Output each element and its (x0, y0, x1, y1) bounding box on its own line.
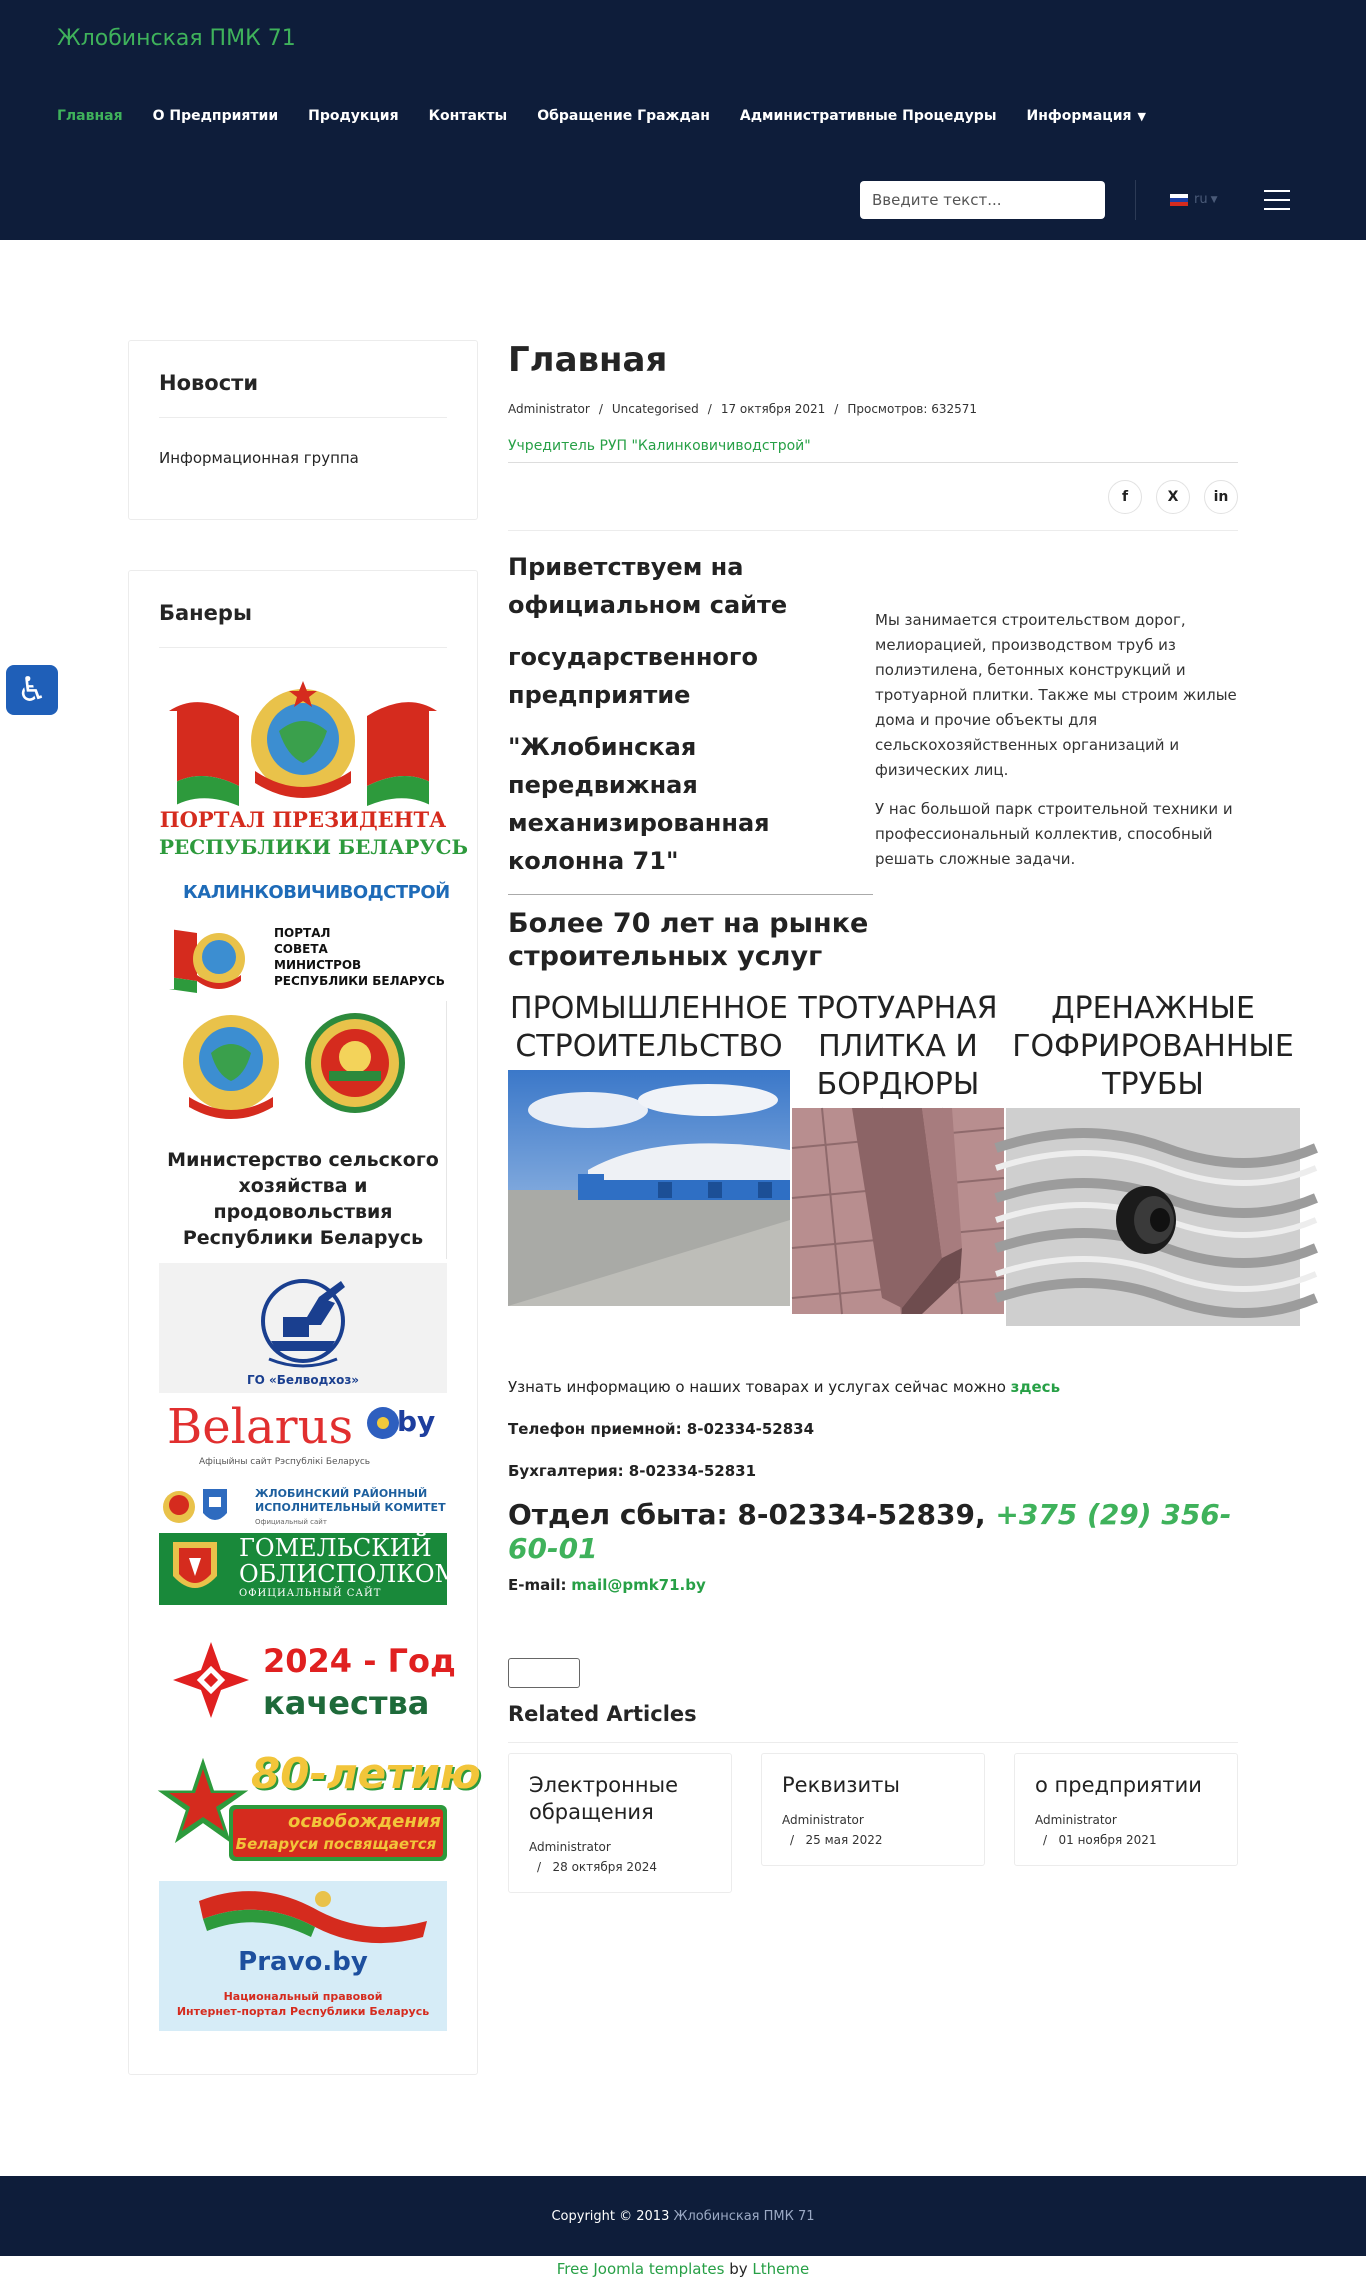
sales-mobile[interactable]: +375 (29) 356-60-01 (508, 1498, 1232, 1565)
divider (159, 647, 447, 648)
banner-council-of-ministers[interactable] (159, 921, 447, 999)
sales-label: Отдел сбыта: 8-02334-52839, (508, 1498, 986, 1531)
welcome-line3: "Жлобинская передвижная механизированная колонна 71" (508, 733, 770, 875)
related-card-title[interactable]: Реквизиты (782, 1773, 900, 1797)
nav-item-about[interactable]: О Предприятии (152, 108, 279, 124)
related-card-author: Administrator (782, 1813, 864, 1827)
banner-pravo-by[interactable] (159, 1881, 447, 2031)
banner-raion-line1: ЖЛОБИНСКИЙ РАЙОННЫЙ (255, 1487, 428, 1500)
email-label: E-mail: (508, 1576, 567, 1594)
divider (159, 417, 447, 418)
copyright-text: Copyright © 2013 (551, 2208, 670, 2224)
banner-belarus-sub: Афіцыйны сайт Рэспублікі Беларусь (199, 1457, 371, 1467)
email-line (508, 1576, 1238, 1594)
linkedin-icon[interactable]: in (1204, 480, 1238, 514)
info-here-link[interactable]: здесь (1010, 1378, 1061, 1396)
product-title: ДРЕНАЖНЫЕ ГОФРИРОВАННЫЕ ТРУБЫ (1012, 991, 1294, 1102)
template-credit (0, 2260, 1366, 2278)
banner-belvod-label: ГО «Белводхоз» (246, 1373, 360, 1387)
banner-pravo-title: Pravo.by (238, 1947, 368, 1977)
banner-eighty-line2: освобождения (288, 1811, 441, 1832)
email-link[interactable]: mail@pmk71.by (571, 1576, 706, 1594)
credit-by: by (729, 2260, 748, 2278)
nav-item-admin-procedures[interactable]: Административные Процедуры (739, 108, 997, 124)
meta-views: Просмотров: 632571 (847, 402, 978, 416)
coat-of-arms-icon (165, 1536, 225, 1602)
banner-pravo-line1: Национальный правовой (223, 1990, 383, 2003)
related-card-date: / 25 мая 2022 (790, 1833, 883, 1847)
meta-date: 17 октября 2021 (720, 402, 826, 416)
banner-year-line1: 2024 - Год (263, 1642, 456, 1680)
x-twitter-icon[interactable]: X (1156, 480, 1190, 514)
main-nav (57, 108, 1176, 124)
copyright (551, 2209, 814, 2224)
site-footer (0, 2176, 1366, 2256)
joomla-templates-link[interactable]: Free Joomla templates (556, 2260, 725, 2278)
nav-item-information[interactable] (1027, 108, 1146, 124)
article-meta (508, 402, 977, 416)
banner-oblast-line2: ОБЛИСПОЛКОМ (239, 1560, 460, 1588)
welcome-years: Более 70 лет на рынке строительных услуг (508, 908, 869, 972)
banners-widget-title: Банеры (159, 601, 252, 625)
header-divider (1135, 180, 1136, 220)
banner-ministry-line3: продовольствия (213, 1201, 393, 1223)
related-card-date-value: 25 мая 2022 (805, 1833, 883, 1847)
wheelchair-icon[interactable]: ♿ (6, 665, 58, 715)
banner-ministry-line4: Республики Беларусь (182, 1227, 424, 1249)
related-card-author: Administrator (1035, 1813, 1117, 1827)
nav-item-information-label: Информация (1026, 108, 1132, 124)
banner-oblast-line3: ОФИЦИАЛЬНЫЙ САЙТ (239, 1588, 382, 1599)
nav-item-home[interactable]: Главная (57, 108, 123, 124)
site-logo[interactable]: Жлобинская ПМК 71 (57, 26, 296, 51)
meta-separator: / (834, 402, 839, 416)
emblems-icon (159, 1001, 447, 1121)
banner-president-portal[interactable] (159, 671, 469, 861)
banners-widget (128, 570, 481, 2075)
related-card-date: / 28 октября 2024 (537, 1860, 657, 1874)
coat-of-arms-icon (163, 1485, 229, 1529)
banner-raion-line2: ИСПОЛНИТЕЛЬНЫЙ КОМИТЕТ (255, 1501, 446, 1514)
language-switcher[interactable] (1170, 192, 1218, 207)
cornflower-icon (365, 1405, 401, 1441)
related-card-title[interactable]: о предприятии (1035, 1773, 1202, 1797)
product-drainage-pipes[interactable] (1006, 990, 1300, 1326)
chevron-down-icon: ▼ (1137, 110, 1146, 123)
banner-president-line1: ПОРТАЛ ПРЕЗИДЕНТА (159, 807, 447, 832)
divider (508, 1742, 1238, 1743)
product-title: ТРОТУАРНАЯ ПЛИТКА И БОРДЮРЫ (798, 991, 998, 1102)
sales-phone (508, 1498, 1238, 1566)
meta-separator: / (598, 402, 603, 416)
banner-belarus-by[interactable] (159, 1397, 447, 1477)
search-input[interactable] (860, 181, 1105, 219)
meta-category[interactable]: Uncategorised (611, 402, 699, 416)
ltheme-link[interactable]: Ltheme (752, 2260, 810, 2278)
banner-oblast-line1: ГОМЕЛЬСКИЙ (239, 1534, 432, 1562)
copyright-site-link[interactable]: Жлобинская ПМК 71 (673, 2208, 815, 2224)
related-card-date: / 01 ноября 2021 (1043, 1833, 1157, 1847)
banner-belarus-by-label: by (397, 1405, 436, 1438)
banner-gomel-oblast[interactable] (159, 1533, 460, 1605)
news-widget-title: Новости (159, 371, 259, 395)
nav-item-products[interactable]: Продукция (308, 108, 399, 124)
related-card-title[interactable]: Электронные обращения (529, 1773, 679, 1824)
banner-zhlobin-raion[interactable] (159, 1483, 447, 1531)
accounting-phone: Бухгалтерия: 8-02334-52831 (508, 1462, 757, 1480)
ornament-icon (169, 1638, 253, 1722)
divider (508, 894, 873, 895)
banner-kalink-label: КАЛИНКОВИЧИВОДСТРОЙ (183, 881, 450, 903)
banner-80-liberation[interactable] (159, 1743, 481, 1883)
welcome-block (508, 548, 873, 973)
banner-eighty-line3: Беларуси посвящается (235, 1835, 437, 1853)
banner-pravo-line2: Интернет-портал Республики Беларусь (176, 2005, 430, 2018)
banner-ministry-line2: хозяйства и (238, 1175, 368, 1197)
divider (508, 530, 1238, 531)
drainage-pipes-photo (1006, 1108, 1300, 1326)
news-widget (128, 340, 478, 520)
facebook-icon[interactable]: f (1108, 480, 1142, 514)
reception-phone: Телефон приемной: 8-02334-52834 (508, 1420, 815, 1438)
language-label: ru (1194, 192, 1208, 207)
meta-author: Administrator (508, 402, 590, 416)
share-buttons (1108, 480, 1238, 514)
info-intro-line (508, 1378, 1238, 1396)
banner-council-line3: МИНИСТРОВ (274, 958, 362, 972)
contact-info (508, 1378, 1238, 1594)
page-title: Главная (508, 340, 668, 380)
banner-belvodkhoz[interactable] (159, 1263, 447, 1393)
site-header (0, 0, 1366, 240)
product-industrial-construction[interactable] (508, 990, 790, 1306)
nav-item-citizens[interactable]: Обращение Граждан (537, 108, 710, 124)
news-link-info-group[interactable]: Информационная группа (159, 449, 359, 467)
welcome-line1: Приветствуем на официальном сайте (508, 553, 788, 619)
belarus-emblem-icon (159, 671, 469, 861)
banner-council-line1: ПОРТАЛ (274, 926, 331, 940)
divider (508, 462, 1238, 463)
chevron-down-icon: ▼ (1210, 194, 1218, 205)
meta-separator: / (707, 402, 712, 416)
banner-ministry-line1: Министерство сельского (167, 1149, 439, 1171)
banner-council-line2: СОВЕТА (274, 942, 328, 956)
info-intro: Узнать информацию о наших товарах и услугах сейчас можно (508, 1378, 1006, 1396)
related-card[interactable] (1014, 1753, 1238, 1866)
product-paving-tiles[interactable] (792, 990, 1004, 1314)
hamburger-menu-icon[interactable] (1264, 190, 1290, 210)
about-paragraph-2: У нас большой парк строительной техники и профессиональный коллектив, способный решать сложные задачи. (875, 800, 1233, 868)
welcome-line2: государственного предприятие (508, 643, 758, 709)
banner-eighty-line1: 80-летию (251, 1749, 481, 1798)
banner-kalinkovichivodstroi[interactable] (159, 871, 450, 913)
russian-flag-icon (1170, 194, 1188, 206)
product-title: ПРОМЫШЛЕННОЕ СТРОИТЕЛЬСТВО (510, 991, 788, 1064)
paving-tiles-photo (792, 1108, 1004, 1314)
founder-note: Учредитель РУП "Калинковичиводстрой" (508, 438, 811, 454)
related-articles-title: Related Articles (508, 1702, 697, 1726)
related-card-author: Administrator (529, 1840, 611, 1854)
banner-belarus-main: Belarus (167, 1399, 354, 1455)
related-card[interactable] (508, 1753, 732, 1893)
banner-president-line2: РЕСПУБЛИКИ БЕЛАРУСЬ (159, 835, 469, 859)
banner-year-line2: качества (263, 1684, 430, 1722)
banner-ministry-agriculture[interactable] (159, 1001, 447, 1259)
nav-item-contacts[interactable]: Контакты (428, 108, 508, 124)
banner-raion-sub: Официальный сайт (255, 1518, 327, 1526)
banner-year-of-quality[interactable] (159, 1626, 456, 1736)
about-block (875, 608, 1240, 886)
belarus-emblem-icon (167, 921, 253, 999)
about-paragraph-1: Мы занимается строительством дорог, мелиорацией, производством труб из полиэтилена, бетонных конструкций и тротуарной плитки. Также мы строим жилые дома и прочие объекты для сельскохозяйственных организаций и физических лиц. (875, 611, 1237, 779)
related-card-date-value: 01 ноября 2021 (1058, 1833, 1157, 1847)
banner-council-line4: РЕСПУБЛИКИ БЕЛАРУСЬ (274, 974, 445, 988)
warehouse-photo (508, 1070, 790, 1306)
related-card[interactable] (761, 1753, 985, 1866)
related-card-date-value: 28 октября 2024 (552, 1860, 657, 1874)
empty-button[interactable] (508, 1658, 580, 1688)
